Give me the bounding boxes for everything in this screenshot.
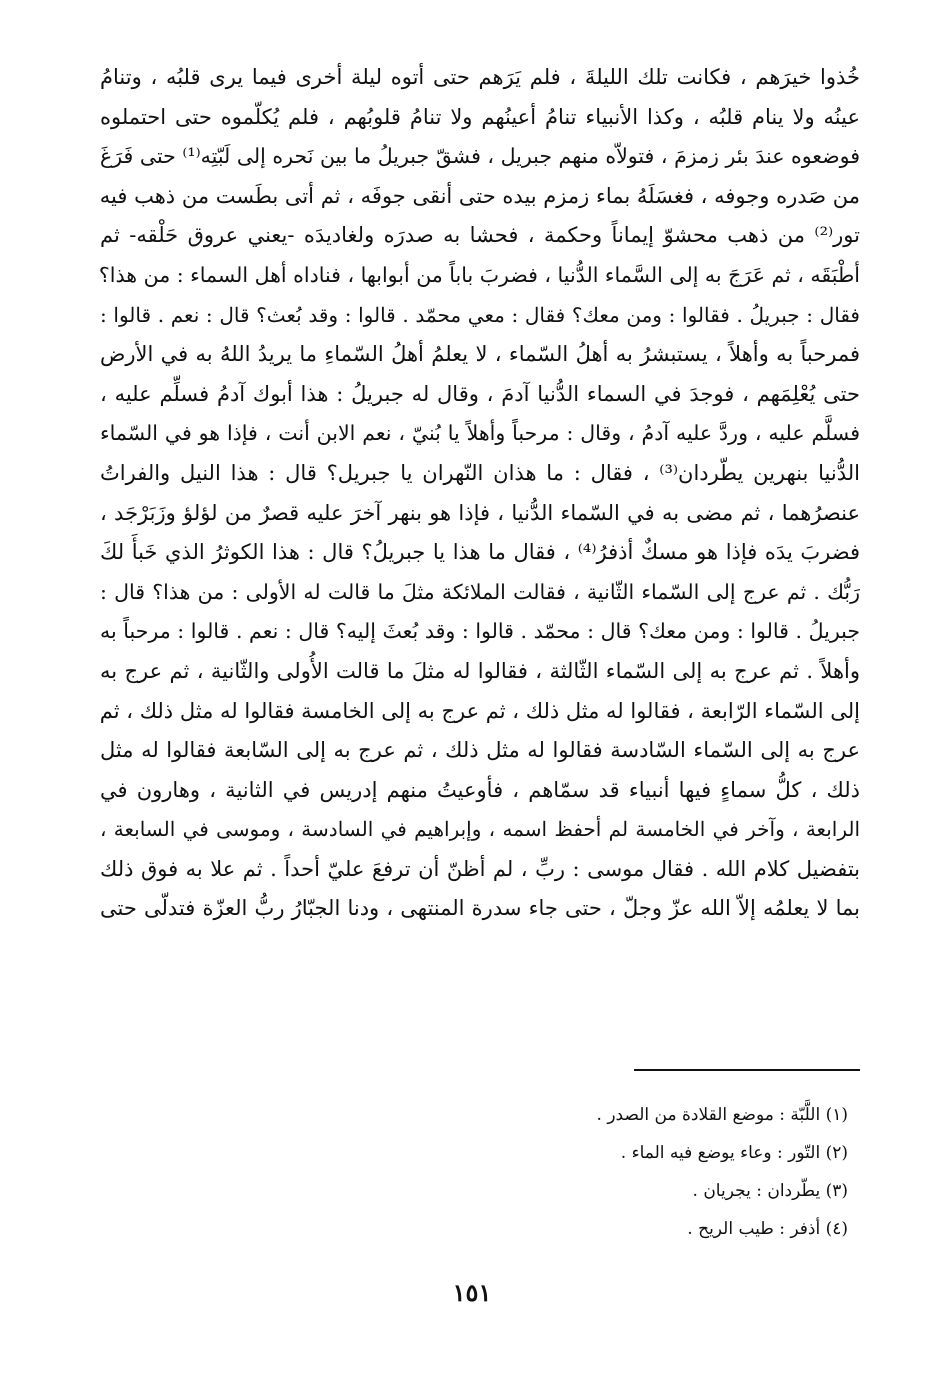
footnote-2: (٢) التّور : وعاء يوضع فيه الماء . (620, 1143, 848, 1163)
main-text-block (100, 58, 860, 929)
text-line: فضربَ يدَه فإذا هو مسكٌ أذفرُ⁽⁴⁾ ، فقال ما هذا يا جبريلُ؟ قال : هذا الكوثرُ الذي خَبأَ لكَ (100, 540, 860, 565)
text-line: إلى السّماء الرّابعة ، فقالوا له مثل ذلك ، ثم عرج به إلى الخامسة فقالوا له مثل ذلك ، ثم (99, 698, 860, 723)
text-line: من صَدره وجوفه ، فغسَلَهُ بماء زمزم بيده حتى أنقى جوفَه ، ثم أتى بطَست من ذهب فيه (99, 183, 860, 208)
text-line: الرابعة ، وآخر في الخامسة لم أحفظ اسمه ، وإبراهيم في السادسة ، وموسى في السابعة ، (100, 817, 860, 842)
text-line: فمرحباً به وأهلاً ، يستبشرُ به أهلُ السّماء ، لا يعلمُ أهلُ السّماءِ ما يريدُ اللهُ به في الأرض (100, 342, 860, 367)
text-line: أطْبَقَه ، ثم عَرَجَ به إلى السَّماء الدُّنيا ، فضربَ باباً من أبوابها ، فناداه أهل السماء : من هذا؟ (98, 262, 860, 287)
footnotes-block (348, 1096, 848, 1248)
text-line: عرج به إلى السّماء السّادسة فقالوا له مثل ذلك ، ثم عرج به إلى السّابعة فقالوا له مثل (100, 738, 860, 763)
text-line: بما لا يعلمُه إلاّ الله عزّ وجلّ ، حتى جاء سدرة المنتهى ، ودنا الجبّارُ ربُّ العزّة فتدلّى حتى (100, 896, 860, 921)
footnote-1: (١) اللَّبّة : موضع القلادة من الصدر . (596, 1105, 848, 1125)
footnote-separator (634, 1069, 860, 1071)
text-line: وأهلاً . ثم عرج به إلى السّماء الثّالثة ، فقالوا له مثلَ ما قالت الأُولى والثّانية ، ثم عرج به (100, 658, 860, 683)
footnote-3: (٣) يطّردان : يجريان . (692, 1181, 848, 1201)
text-line: فقال : جبريلُ . فقالوا : ومن معك؟ فقال : معي محمّد . قالوا : وقد بُعث؟ قال : نعم . قالوا : (100, 302, 860, 327)
text-line: بتفضيل كلام الله . فقال موسى : ربِّ ، لم أظنّ أن ترفعَ عليّ أحداً . ثم علا به فوق ذلك (100, 856, 860, 881)
text-line: تور⁽²⁾ من ذهب محشوّ إيماناً وحكمة ، فحشا به صدرَه ولغاديدَه -يعني عروق حَلْقه- ثم (100, 223, 860, 248)
text-line: فسلَّم عليه ، وردَّ عليه آدمُ ، وقال : مرحباً وأهلاً يا بُنيّ ، نعم الابن أنت ، فإذا هو في السّماء (100, 421, 860, 446)
text-line: حتى يُعْلِمَهم ، فوجدَ في السماء الدُّنيا آدمَ ، وقال له جبريلُ : هذا أبوك آدمُ فسلِّم عليه ، (100, 381, 860, 406)
text-line: عينُه ولا ينام قلبُه ، وكذا الأنبياء تنامُ أعينُهم ولا تنامُ قلوبُهم ، فلم يُكلّموه حتى احتملوه (100, 104, 860, 129)
page-number: ١٥١ (452, 1278, 492, 1307)
text-line: ذلك ، كلُّ سماءٍ فيها أنبياء قد سمّاهم ، فأوعيتُ منهم إدريس في الثانية ، وهارون في (100, 777, 860, 802)
text-line: خُذوا خيرَهم ، فكانت تلك الليلةَ ، فلم يَرَهم حتى أتوه ليلة أخرى فيما يرى قلبُه ، وتنامُ (100, 65, 860, 89)
text-line: فوضعوه عندَ بئر زمزمَ ، فتولاّه منهم جبريل ، فشقّ جبريلُ ما بين نَحره إلى لَبّتِه⁽¹⁾ حتى فَرَغَ (100, 144, 860, 169)
text-line: الدُّنيا بنهرين يطّردان⁽³⁾ ، فقال : ما هذان النّهران يا جبريل؟ قال : هذا النيل والفراتُ (100, 460, 860, 485)
text-line: جبريلُ . قالوا : ومن معك؟ قال : محمّد . قالوا : وقد بُعثَ إليه؟ قال : نعم . قالوا : مرحباً به (100, 619, 860, 644)
text-line: عنصرُهما ، ثم مضى به في السّماء الدُّنيا ، فإذا هو بنهر آخرَ عليه قصرٌ من لؤلؤ وزَبَرْجَد ، (100, 500, 860, 525)
footnote-4: (٤) أذفر : طيب الريح . (687, 1219, 848, 1239)
text-line: رَبُّك . ثم عرج إلى السّماء الثّانية ، فقالت الملائكة مثلَ ما قالت له الأولى : من هذا؟ قال : (100, 579, 860, 604)
